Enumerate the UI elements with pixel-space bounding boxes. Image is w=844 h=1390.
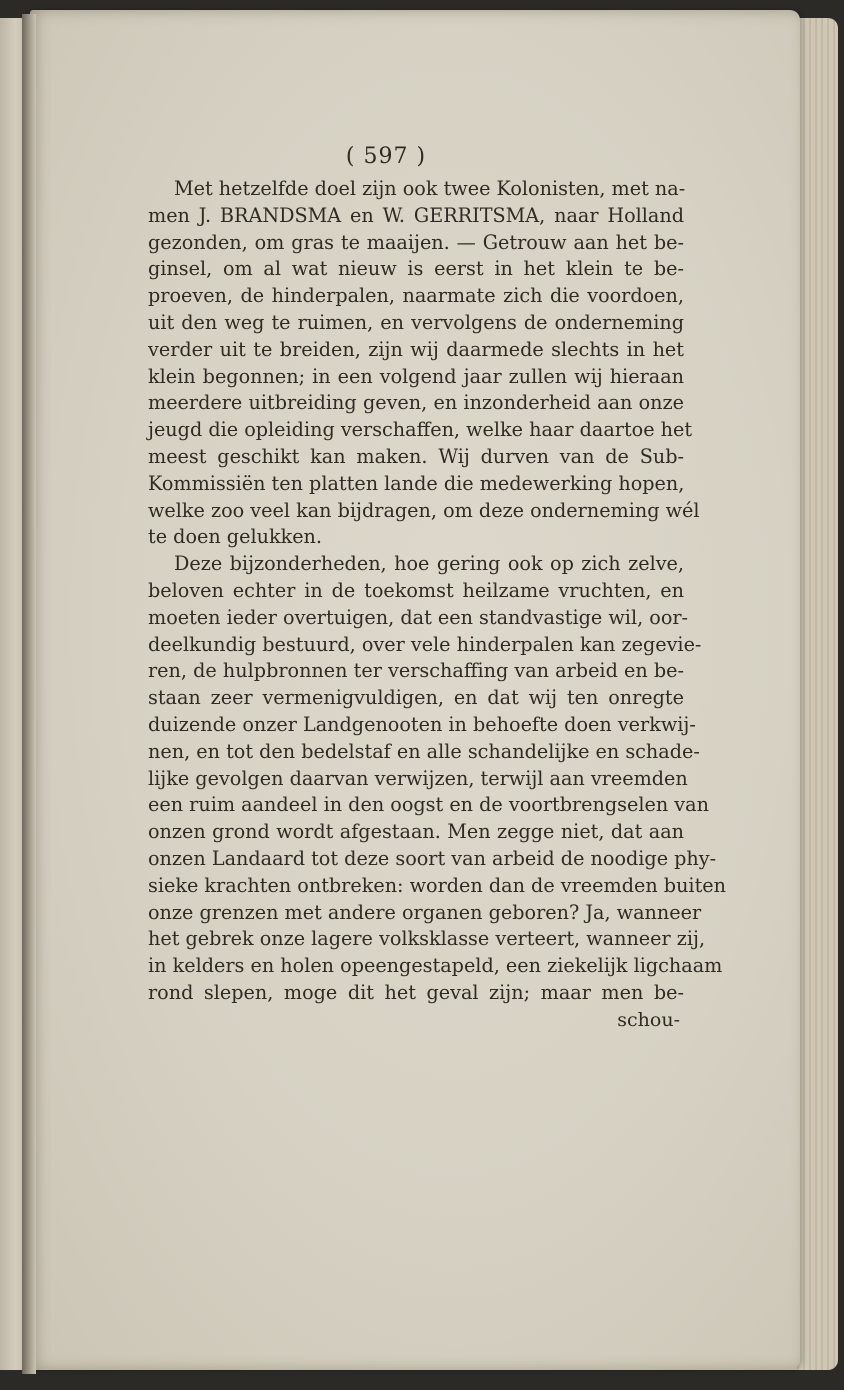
text-line: gezonden, om gras te maaijen. — Getrouw aan het be- <box>148 230 684 254</box>
text-line: Kommissiën ten platten lande die medewerking hopen, <box>148 471 685 495</box>
text-line: ginsel, om al wat nieuw is eerst in het klein te be- <box>148 257 684 281</box>
body-text <box>148 176 726 1007</box>
text-line: uit den weg te ruimen, en vervolgens de onderneming <box>148 310 684 334</box>
text-line: Deze bijzonderheden, hoe gering ook op zich zelve, <box>174 552 684 576</box>
text-line: het gebrek onze lagere volksklasse verteert, wanneer zij, <box>148 927 706 951</box>
page-text-block <box>148 138 726 1033</box>
text-line: proeven, de hinderpalen, naarmate zich die voordoen, <box>148 284 684 308</box>
text-line: meest geschikt kan maken. Wij durven van de Sub- <box>148 444 684 468</box>
text-line: onzen Landaard tot deze soort van arbeid de noodige phy- <box>148 846 717 870</box>
text-line: een ruim aandeel in den oogst en de voortbrengselen van <box>148 793 709 817</box>
text-line: deelkundig bestuurd, over vele hinderpalen kan zegevie- <box>148 632 702 656</box>
text-line: staan zeer vermenigvuldigen, en dat wij ten onregte <box>148 686 684 710</box>
book-page <box>30 10 800 1370</box>
text-line: ren, de hulpbronnen ter verschaffing van arbeid en be- <box>148 659 684 683</box>
text-line: onze grenzen met andere organen geboren? Ja, wanneer <box>148 900 702 924</box>
text-line: lijke gevolgen daarvan verwijzen, terwijl aan vreemden <box>148 766 688 790</box>
text-line: rond slepen, moge dit het geval zijn; maar men be- <box>148 980 684 1004</box>
text-line: welke zoo veel kan bijdragen, om deze onderneming wél <box>148 498 700 522</box>
text-line: moeten ieder overtuigen, dat een standvastige wil, oor- <box>148 605 689 629</box>
text-line: klein begonnen; in een volgend jaar zullen wij hieraan <box>148 364 684 388</box>
book-gutter <box>22 14 36 1374</box>
text-line: verder uit te breiden, zijn wij daarmede slechts in het <box>148 337 684 361</box>
text-line: jeugd die opleiding verschaffen, welke haar daartoe het <box>148 418 693 442</box>
text-line: duizende onzer Landgenooten in behoefte doen verkwij- <box>148 712 696 736</box>
page-number: ( 597 ) <box>345 144 427 169</box>
catchword: schou- <box>617 1008 680 1031</box>
text-line: meerdere uitbreiding geven, en inzonderheid aan onze <box>148 391 684 415</box>
text-line: Met hetzelfde doel zijn ook twee Kolonisten, met na- <box>174 177 686 200</box>
text-line: beloven echter in de toekomst heilzame vruchten, en <box>148 578 684 602</box>
text-line: men J. BRANDSMA en W. GERRITSMA, naar Holland <box>148 203 684 227</box>
text-line: nen, en tot den bedelstaf en alle schandelijke en schade- <box>148 739 700 763</box>
text-line: te doen gelukken. <box>148 525 323 549</box>
text-line: sieke krachten ontbreken: worden dan de vreemden buiten <box>148 873 726 897</box>
text-line: in kelders en holen opeengestapeld, een ziekelijk ligchaam <box>148 954 723 978</box>
text-line: onzen grond wordt afgestaan. Men zegge niet, dat aan <box>148 820 684 844</box>
